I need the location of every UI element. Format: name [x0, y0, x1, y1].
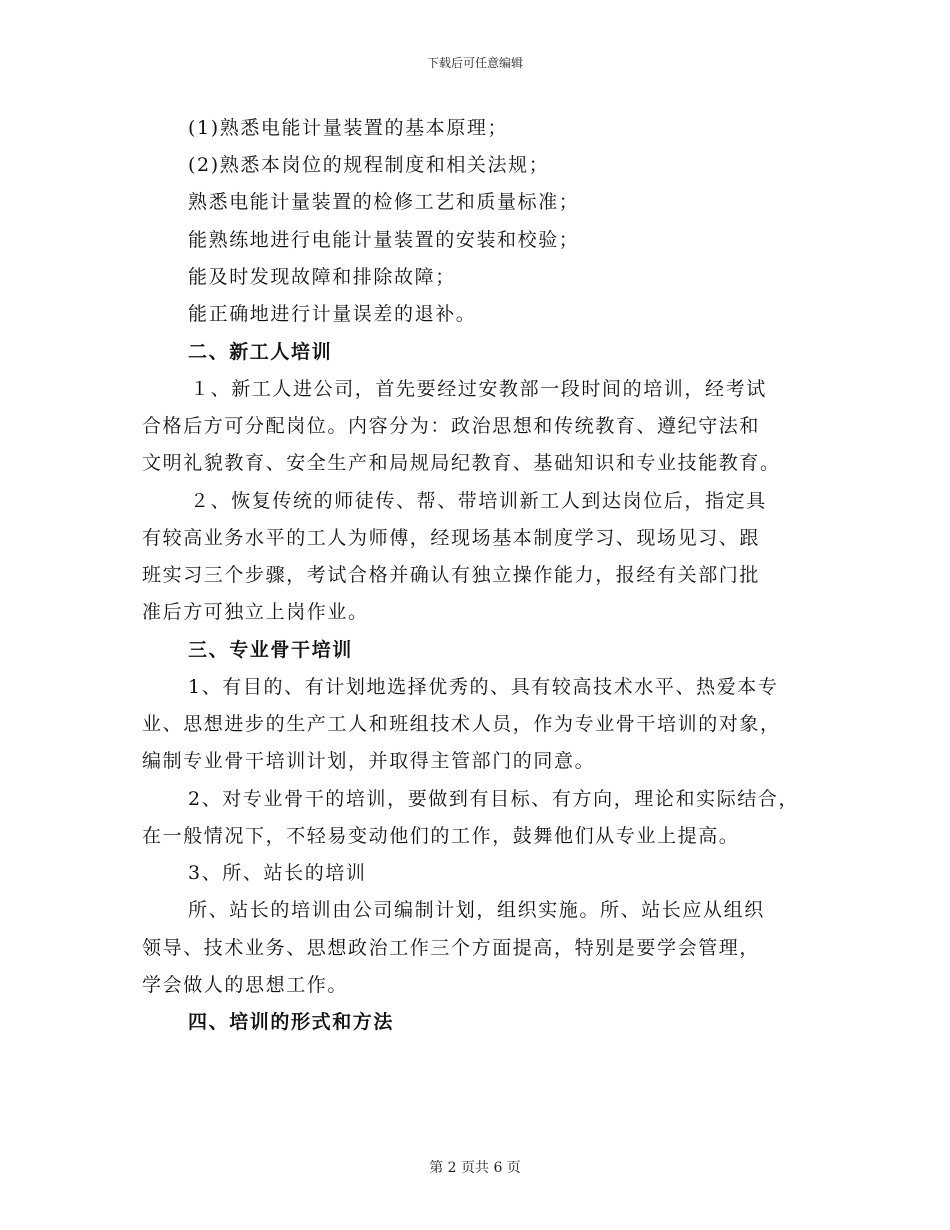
section-heading: 二、新工人培训	[188, 341, 333, 363]
text-line: 学会做人的思想工作。	[142, 974, 349, 996]
text-line: 班实习三个步骤，考试合格并确认有独立操作能力，报经有关部门批	[142, 564, 761, 586]
text-line: 文明礼貌教育、安全生产和局规局纪教育、基础知识和专业技能教育。	[142, 452, 781, 474]
text-line: 能及时发现故障和排除故障；	[188, 266, 456, 288]
text-line: 所、站长的培训由公司编制计划，组织实施。所、站长应从组织	[188, 899, 765, 921]
text-line: 能熟练地进行电能计量装置的安装和校验；	[188, 229, 580, 251]
text-line: 3、所、站长的培训	[188, 862, 367, 884]
text-line: 领导、技术业务、思想政治工作三个方面提高，特别是要学会管理，	[142, 937, 761, 959]
text-line: 准后方可独立上岗作业。	[142, 601, 369, 623]
section-heading: 四、培训的形式和方法	[188, 1011, 395, 1033]
text-line: (1)熟悉电能计量装置的基本原理；	[188, 117, 509, 139]
text-line: １、新工人进公司，首先要经过安教部一段时间的培训，经考试	[190, 378, 767, 400]
text-line: 业、思想进步的生产工人和班组技术人员，作为专业骨干培训的对象，	[142, 713, 781, 735]
text-line: 2、对专业骨干的培训，要做到有目标、有方向，理论和实际结合，	[188, 788, 800, 810]
text-line: 熟悉电能计量装置的检修工艺和质量标准；	[188, 191, 580, 213]
page-header: 下载后可任意编辑	[426, 56, 523, 70]
text-line: 1、有目的、有计划地选择优秀的、具有较高技术水平、热爱本专	[188, 676, 779, 698]
text-line: (2)熟悉本岗位的规程制度和相关法规；	[188, 154, 550, 176]
text-line: 有较高业务水平的工人为师傅，经现场基本制度学习、现场见习、跟	[142, 527, 761, 549]
text-line: 在一般情况下，不轻易变动他们的工作，鼓舞他们从专业上提高。	[142, 825, 740, 847]
text-line: 合格后方可分配岗位。内容分为：政治思想和传统教育、遵纪守法和	[142, 415, 761, 437]
section-heading: 三、专业骨干培训	[188, 639, 353, 661]
text-line: 编制专业骨干培训计划，并取得主管部门的同意。	[142, 750, 596, 772]
page-footer: 第 2 页共 6 页	[429, 1160, 521, 1176]
text-line: ２、恢复传统的师徒传、帮、带培训新工人到达岗位后，指定具	[190, 490, 767, 512]
text-line: 能正确地进行计量误差的退补。	[188, 303, 477, 325]
